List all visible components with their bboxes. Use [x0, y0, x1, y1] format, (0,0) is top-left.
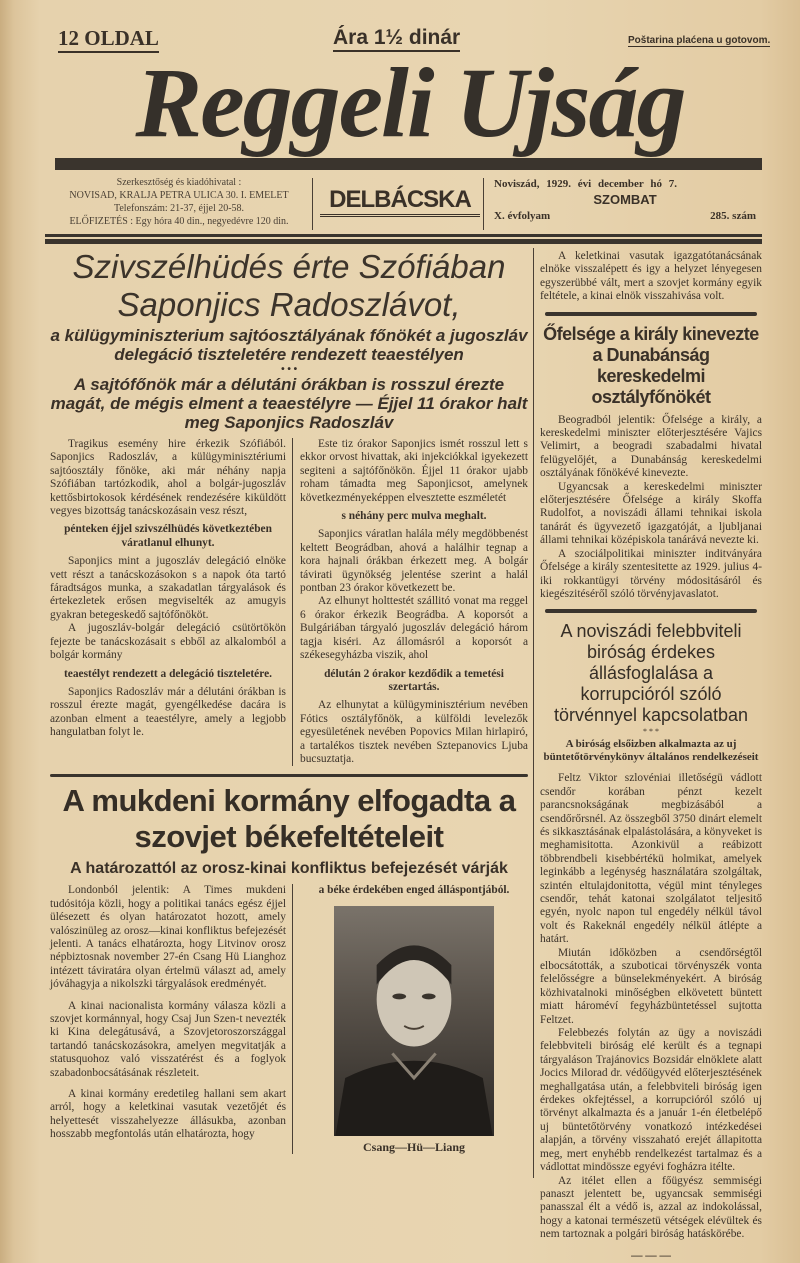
- info-line: NOVISAD, KRALJA PETRA ULICA 30. I. EMELET: [69, 190, 289, 201]
- paragraph: Este tiz órakor Saponjics ismét rosszul lett s ekkor orvost hivattak, aki injekciókkal igyekezett segiteni a sajtófőnökön. Éjjel 11 órakor ujabb roham támadta meg Saponjicsot, amelynek következményeképpen elvesztette eszméletét: [300, 438, 528, 504]
- weekday: SZOMBAT: [593, 192, 657, 207]
- header-rule: [45, 234, 762, 237]
- paragraph: A szociálpolitikai miniszter inditványára Őfelsége a király szentesitette az 1929. julius 4-iki rokkantügyi törvény módositásáról és kiegészitéséről szóló törvényjavaslatot.: [540, 547, 762, 600]
- paragraph: Az elhunytat a külügyminisztérium nevében Fótics osztályfőnök, a külföldi levelezők egyesületének nevében Popovics Milan hirlapiró, a tartalékos tisztek nevében Sztepanovics Ljuba bucsuztatja.: [300, 699, 528, 765]
- article1-deck: A sajtófőnök már a délutáni órákban is rosszul érezte magát, de mégis elment a teaestélyre — Éjjel 11 órakor halt meg Saponjics Radoszláv: [50, 375, 528, 432]
- paragraph: A kinai kormány eredetileg hallani sem akart arról, hogy a keletkinai vasutak vezetőjét és helyettesét visszahelyezze állásukba, azonban hosszabb megfontolás után elhatározta, hogy: [50, 1088, 286, 1141]
- paragraph: Az elhunyt holttestét szállitó vonat ma reggel 6 órakor érkezik Beográdba. A koporsót a Bulgáriában tárgyaló jugoszláv delegáció három tagja kiséri. Az állomásról a koporsót a székesegyházba viszik, ahol: [300, 595, 528, 662]
- right-lead: A keletkinai vasutak igazgatótanácsának elnöke visszalépett és igy a helyzet lényegesen egyszerübbé vált, mert a szovjet kormány egyik feltétele, a kinai elnök visszahivása volt.: [540, 250, 762, 303]
- publisher-info: [50, 176, 308, 228]
- postage-note: Poštarina plaćena u gotovom.: [628, 35, 771, 46]
- portrait-photo: [334, 906, 494, 1136]
- paragraph: Tragikus esemény hire érkezik Szófiából. Saponjics Radoszláv, a külügyminisztériumi sajtóosztály főnöke, aki már néhány napja Szófiában tartózkodik, ahol a bolgár-jugoszláv kettősbirtokosok kérdésének rendezésére kiküldött vegyes bizottság tanácskozásain vesz részt,: [50, 438, 286, 518]
- article2-headline: A mukdeni kormány elfogadta a szovjet békefeltételeit: [62, 783, 516, 855]
- article3-body: [540, 414, 762, 602]
- paragraph: A kinai nacionalista kormány válasza közli a szovjet kormánnyal, hogy Csaj Jun Szen-t nevezték ki Kina delegátusává, a Szovjetoroszországgal tartandó tanácskozásokra, amelyen megvitatják a statusquohoz való visszatérést és a foglyok szabadonbocsátásának részleteit.: [50, 999, 286, 1079]
- bold-lead: pénteken éjjel szivszélhüdés következtében váratlanul elhunyt.: [64, 523, 272, 549]
- bold-lead: délután 2 órakor kezdődik a temetési szertartás.: [324, 667, 504, 693]
- column-divider: [533, 248, 534, 1178]
- info-line: Szerkesztőség és kiadóhivatal :: [116, 177, 242, 188]
- article2-subhead: A határozattól az orosz-kinai konfliktus befejezését várják: [70, 860, 508, 878]
- article2-columns: [50, 884, 528, 1154]
- volume: X. évfolyam: [494, 210, 551, 222]
- paragraph: Miután időközben a csendőrségtől elbocsátották, a szuboticai törvényszék vonta felelősségre a bünselekményekért. A biróság közhivatalnoki minőségben elkövetett büntett miatt hároméví fegyházbüntetéssel sujtotta Feltzet.: [540, 946, 762, 1026]
- section-rule: [545, 609, 757, 613]
- paragraph: Londonból jelentik: A Times mukdeni tudósitója közli, hogy a politikai tanács egész éjjel ülésezett és olyan határozatot hozott, amely valószinüleg az orosz—kinai konfliktus befejezését jelenti. A tanács elhatározta, hogy Litvinov orosz népbiztosnak november 27-én Csang Hü Lianghoz intézett táviratára olyan értelmü választ ad, amely jóváhagyja a nikolszki tárgyalások eredményét.: [50, 884, 286, 991]
- article1-column2: [292, 438, 528, 766]
- article1-stars: • • •: [280, 364, 298, 375]
- paragraph: Felebbezés folytán az ügy a noviszádi felebbviteli biróság elé került és a tegnapi tárgyaláson Trajánovics Bozsidár elnöklete alatt Jocics Milorad dr. védőügyvéd előterjesztésének meghallgatása után, a felebbviteli biróság igen érdekes okfejtéssel, a korrupcióról szóló uj törvényt alkalmazta és a január 1-én életbelépő uj büntetőtörvény vonatkozó intézkedései alapján, a törvény visszaható erejét állapitotta meg, mert enyhébb rendelkezést tartalmaz és a vádlottat mindössze egyévi fogházra itélte.: [540, 1027, 762, 1174]
- page-number: 12 OLDAL: [58, 26, 159, 53]
- paragraph: Saponjics váratlan halála mély megdöbbenést keltett Beográdban, ahová a halálhir tegnap a kora hajnali órákban érkezett meg. A bolgár távirati ügynökség jelentése szerint a halál pontban 23 órakor következett be.: [300, 528, 528, 595]
- paragraph: Feltz Viktor szlovéniai illetőségü vádlott csendőr korában pénzt kezelt parancsnokságának megbizásából a csendőrőrsnél. Az összegből 3750 dinárt elemelt és sikkasztásának elpalástolására, a könyveket is meghamisitotta. Azonkivül a reábizott többrendbeli kisebbértékü holmikat, amelyek leginkább a legénység használatára szolgáltak, szintén eltulajdonitotta, végül mint tényleges csendőr, tehát katonai szolgálatot teljesitő egyén, nyolc napon tul engedély nélkül távol volt és Rakeknál engedély nélkül átlépte a határt.: [540, 772, 762, 946]
- paragraph: A jugoszláv-bolgár delegáció csütörtökön fejezte be tanácskozásait s ebből az alkalomból a bolgár kormány: [50, 622, 286, 662]
- volume-row: [494, 208, 756, 224]
- article4-stars: * * *: [643, 727, 659, 737]
- divider: [483, 178, 484, 230]
- section-rule: [50, 774, 528, 777]
- left-region: [50, 248, 528, 1154]
- masthead-rule: [55, 158, 762, 170]
- article4-headline: A noviszádi felebbviteli biróság érdekes állásfoglalása a korrupcióról szóló törvénnyel kapcsolatban: [553, 621, 749, 726]
- article2-column2: [292, 884, 528, 1154]
- article4-subhead: A biróság elsőizben alkalmazta az uj büntetőtörvénykönyv általános rendelkezéseit: [543, 738, 759, 764]
- section-rule: [545, 312, 757, 316]
- info-line: Telefonszám: 21-37, éjjel 20-58.: [113, 203, 245, 214]
- article1-columns: [50, 438, 528, 766]
- article3-headline: Őfelsége a király kinevezte a Dunabánság kereskedelmi osztályfőnökét: [543, 323, 759, 407]
- end-mark: — — —: [631, 1249, 671, 1262]
- issue-date: Noviszád, 1929. évi december hó 7.: [494, 178, 677, 190]
- paragraph: Saponjics Radoszláv már a délutáni órákban is rosszul érezte magát, gyengélkedése dacára is azonban elment a teaestélyre, amely a legjobb hangulatban folyt le.: [50, 685, 286, 739]
- article1-column1: [50, 438, 292, 740]
- delbacska-logo: DELBÁCSKA: [320, 186, 480, 217]
- masthead-title: Reggeli Ujság: [135, 47, 685, 158]
- column2-lead: a béke érdekében enged álláspontjából.: [318, 884, 510, 897]
- bold-lead: s néhány perc mulva meghalt.: [341, 510, 487, 523]
- bold-lead: teaestélyt rendezett a delegáció tiszteletére.: [64, 667, 272, 680]
- portrait-figure-icon: [334, 906, 494, 1136]
- paragraph: Az itélet ellen a főügyész semmiségi panaszt jelentett be, ugyancsak semmiségi panasszal élt a védő is, azzal az indokolással, hogy a katonai természetü vétségek elévültek és nem tartoznak a polgári biróság hatáskörébe.: [540, 1174, 762, 1241]
- right-column: [540, 250, 762, 1263]
- paragraph: Ugyancsak a kereskedelmi miniszter előterjesztésére Őfelsége a király Skoffa Rudolfot, a noviszádi állami tehnikai iskola tanárát és ügyvezető igazgatóját, a ljubljanai állami tehnikai középiskola tanárává nevezte ki.: [540, 480, 762, 547]
- article4-body: [540, 772, 762, 1263]
- issue-number: 285. szám: [710, 210, 756, 222]
- price: Ára 1½ dinár: [333, 26, 460, 52]
- photo-caption: Csang—Hü—Liang: [362, 1139, 466, 1154]
- paragraph: Beogradból jelentik: Őfelsége a király, a kereskedelmi miniszter előterjesztésére Vajics Velimirt, a beogradi szabadalmi hivatal felügyelőjét, a Dunabánság kereskedelmi osztályának főnökévé kinevezte.: [540, 413, 762, 480]
- paragraph: Saponjics mint a jugoszláv delegáció elnöke vett részt a tanácskozásokon s a napok óta tartó fáradtságos munka, a szakadatlan tárgyalások és értekezletek erősen megviselték az amugyis gyakran betegeskedő sajtófőnököt.: [50, 555, 286, 621]
- divider: [312, 178, 313, 230]
- date-block: [494, 176, 756, 224]
- header-rule: [45, 239, 762, 244]
- info-line: ELŐFIZETÉS : Egy hóra 40 din., negyedévre 120 din.: [69, 216, 289, 227]
- article1-headline: Szivszélhüdés érte Szófiában Saponjics Radoszlávot,: [72, 248, 506, 323]
- article1-subhead: a külügyminiszterium sajtóosztályának főnökét a jugoszláv delegáció tiszteletére rendezett teaestélyen: [50, 326, 528, 364]
- article2-column1: [50, 884, 292, 1141]
